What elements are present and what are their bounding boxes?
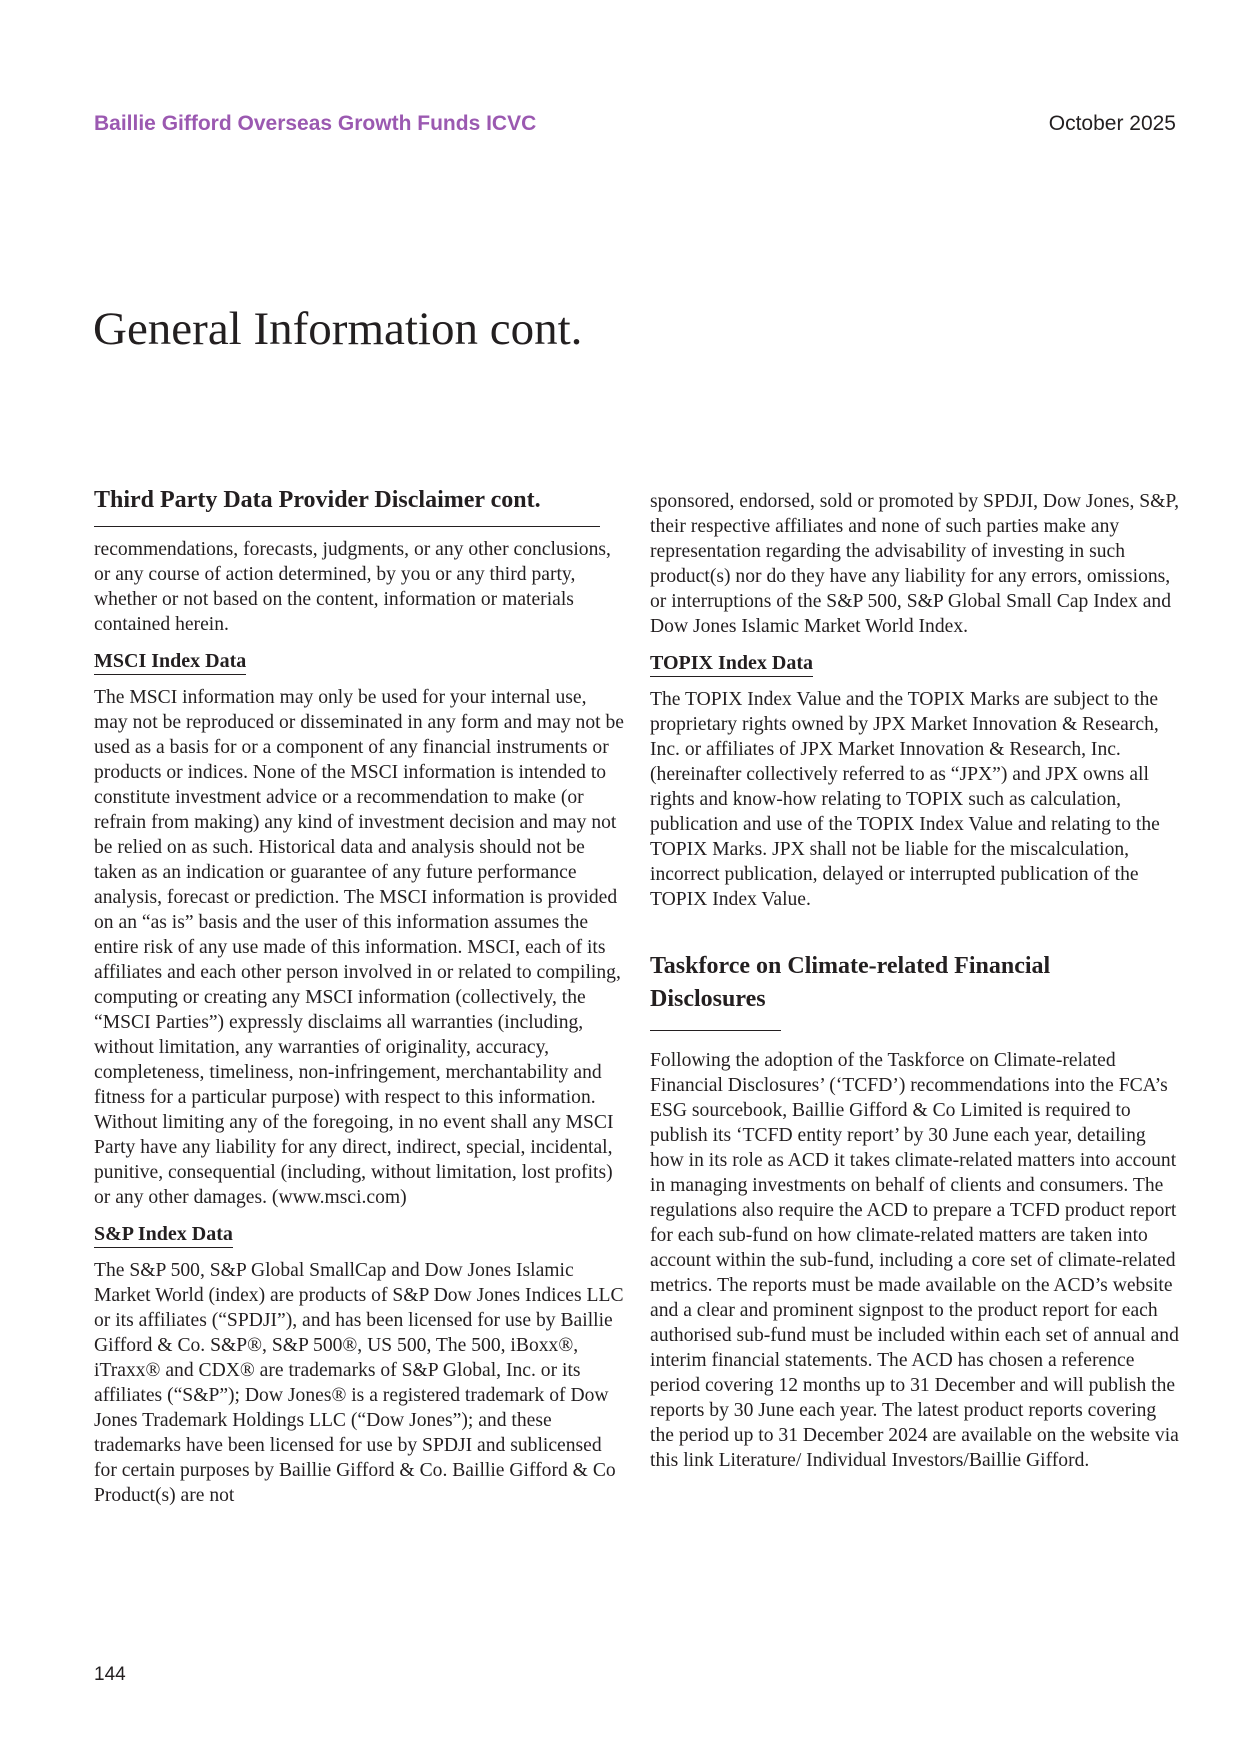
- tcfd-heading-line-1: Taskforce on Climate-related Financial: [650, 953, 1051, 979]
- topix-subheading: TOPIX Index Data: [650, 651, 813, 677]
- section-heading-tcfd: [650, 950, 1180, 1016]
- publication-date: October 2025: [1048, 112, 1176, 135]
- page-number: 144: [94, 1664, 126, 1685]
- left-column: [94, 484, 624, 1508]
- msci-heading-wrap: [94, 649, 624, 675]
- page-title: General Information cont.: [93, 303, 583, 355]
- section-rule: [94, 526, 600, 527]
- sp-subheading: S&P Index Data: [94, 1222, 233, 1248]
- sp-paragraph: The S&P 500, S&P Global SmallCap and Dow Jones Islamic Market World (index) are products of S&P Dow Jones Indices LLC or its affiliates (“SPDJI”), and has been licensed for use by Baillie Gifford & Co. S&P®, S&P 500®, US 500, The 500, iBoxx®, iTraxx® and CDX® are trademarks of S&P Global, Inc. or its affiliates (“S&P”); Dow Jones® is a registered trademark of Dow Jones Trademark Holdings LLC (“Dow Jones”); and these trademarks have been licensed for use by SPDJI and sublicensed for certain purposes by Baillie Gifford & Co. Baillie Gifford & Co Product(s) are not: [94, 1260, 624, 1506]
- msci-subheading: MSCI Index Data: [94, 649, 246, 675]
- tcfd-paragraph: Following the adoption of the Taskforce on Climate-related Financial Disclosures’ (‘TCFD’) recommendations into the FCA’s ESG sourcebook, Baillie Gifford & Co Limited is required to publish its ‘TCFD entity report’ by 30 June each year, detailing how in its role as ACD it takes climate-related matters into account in managing investments on behalf of clients and consumers. The regulations also require the ACD to prepare a TCFD product report for each sub-fund on how climate-related matters are taken into account within the sub-fund, including a core set of climate-related metrics. The reports must be made available on the ACD’s website and a clear and prominent signpost to the product report for each authorised sub-fund must be included within each set of annual and interim financial statements. The ACD has chosen a reference period covering 12 months up to 31 December and will publish the reports by 30 June each year. The latest product reports covering the period up to 31 December 2024 are available on the website via this link Literature/ Individual Investors/Baillie Gifford.: [650, 1050, 1179, 1471]
- sp-continued-paragraph: sponsored, endorsed, sold or promoted by SPDJI, Dow Jones, S&P, their respective affiliates and none of such parties make any representation regarding the advisability of investing in such product(s) nor do they have any liability for any errors, omissions, or interruptions of the S&P 500, S&P Global Small Cap Index and Dow Jones Islamic Market World Index.: [650, 491, 1180, 637]
- fund-name-header: Baillie Gifford Overseas Growth Funds ICVC: [94, 112, 537, 135]
- disclaimer-intro-paragraph: recommendations, forecasts, judgments, or any other conclusions, or any course of action determined, by you or any third party, whether or not based on the content, information or materials contained herein.: [94, 539, 611, 635]
- topix-heading-wrap: [650, 651, 1180, 677]
- topix-paragraph: The TOPIX Index Value and the TOPIX Marks are subject to the proprietary rights owned by JPX Market Innovation & Research, Inc. or affiliates of JPX Market Innovation & Research, Inc. (hereinafter collectively referred to as “JPX”) and JPX owns all rights and know-how relating to TOPIX such as calculation, publication and use of the TOPIX Index Value and relating to the TOPIX Marks. JPX shall not be liable for the miscalculation, incorrect publication, delayed or interrupted publication of the TOPIX Index Value.: [650, 689, 1160, 910]
- tcfd-heading-line-2: Disclosures: [650, 986, 766, 1012]
- section-heading-third-party: Third Party Data Provider Disclaimer cont.: [94, 487, 541, 513]
- msci-paragraph: The MSCI information may only be used for your internal use, may not be reproduced or disseminated in any form and may not be used as a basis for or a component of any financial instruments or products or indices. None of the MSCI information is intended to constitute investment advice or a recommendation to make (or refrain from making) any kind of investment decision and may not be relied on as such. Historical data and analysis should not be taken as an indication or guarantee of any future performance analysis, forecast or prediction. The MSCI information is provided on an “as is” basis and the user of this information assumes the entire risk of any use made of this information. MSCI, each of its affiliates and each other person involved in or related to compiling, computing or creating any MSCI information (collectively, the “MSCI Parties”) expressly disclaims all warranties (including, without limitation, any warranties of originality, accuracy, completeness, timeliness, non-infringement, merchantability and fitness for a particular purpose) with respect to this information. Without limiting any of the foregoing, in no event shall any MSCI Party have any liability for any direct, indirect, special, incidental, punitive, consequential (including, without limitation, lost profits) or any other damages. (www.msci.com): [94, 687, 624, 1208]
- sp-heading-wrap: [94, 1222, 624, 1248]
- section-rule-short: [650, 1030, 781, 1031]
- right-column: [650, 489, 1180, 1473]
